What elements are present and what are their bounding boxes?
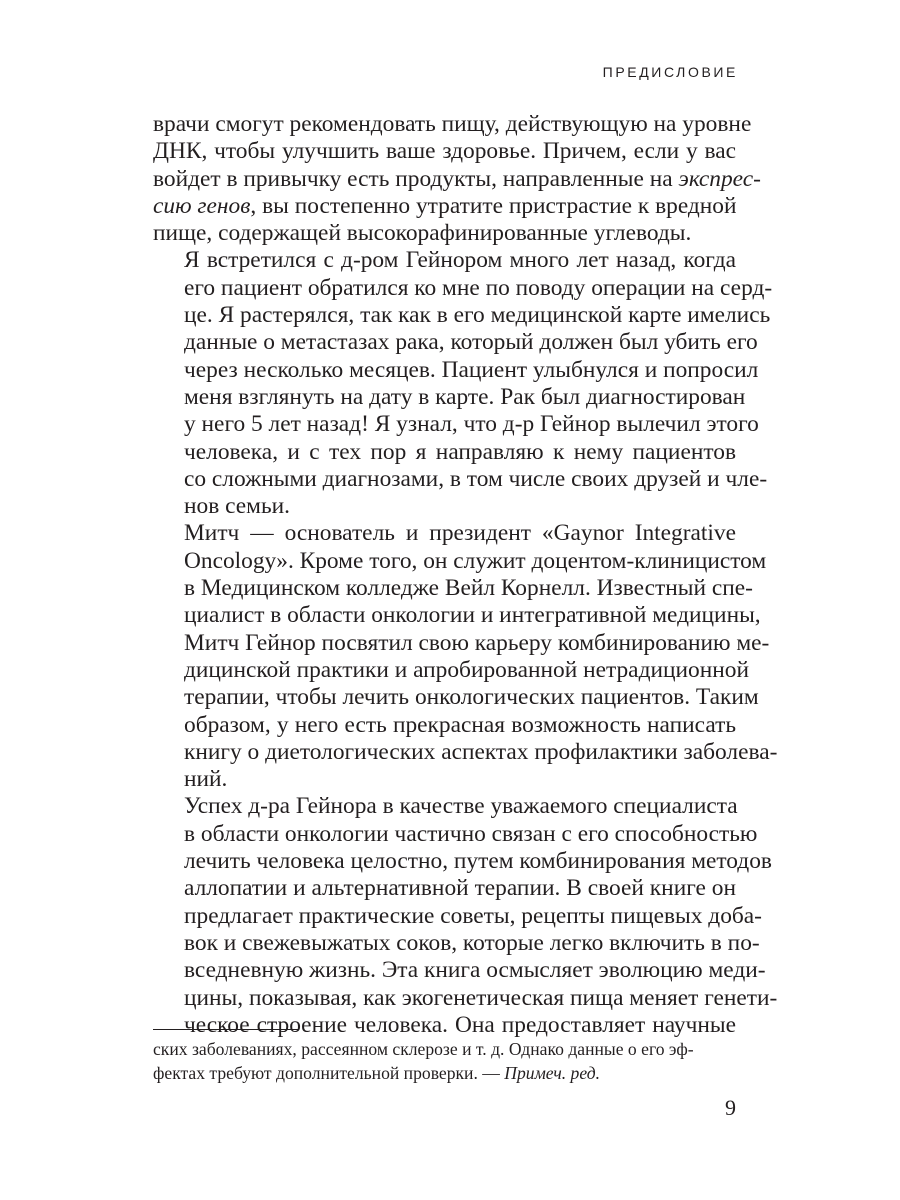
text-line: лечить человека целостно, путем комбинирования методов [184,848,772,875]
text-line: человека, и с тех пор я направляю к нему пациентов [184,438,736,465]
text-line: в области онкологии частично связан с его способностью [184,820,758,847]
footnote [153,1037,736,1085]
paragraph [153,793,778,1039]
text-line: со сложными диагнозами, в том числе своих друзей и чле- [184,465,768,492]
text-line: образом, у него есть прекрасная возможность написать [184,711,736,738]
text-line: нов семьи. [184,493,290,520]
text-line: через несколько месяцев. Пациент улыбнулся и попросил [184,356,759,383]
text-line: у него 5 лет назад! Я узнал, что д-р Гейнор вылечил этого [184,411,759,438]
text-line: ческое строение человека. Она предоставляет научные [184,1011,736,1038]
text-line: цины, показывая, как экогенетическая пища меняет генети- [184,984,778,1011]
page-number: 9 [725,1095,736,1120]
editor-note: Примеч. ред. [504,1063,601,1083]
text-line: ний. [184,766,228,793]
text-line: Oncology». Кроме того, он служит доцентом-клиницистом [184,547,767,574]
text-line: пище, содержащей высокорафинированные углеводы. [153,220,692,247]
text-line [153,193,736,220]
text-line: Я встретился с д-ром Гейнором много лет назад, когда [184,247,736,274]
italic-term: экспрес- [678,165,761,192]
italic-term: сию генов [153,192,251,219]
running-head: ПРЕДИСЛОВИЕ [602,64,738,80]
text-fragment: войдет в привычку есть продукты, направленные на [153,165,673,192]
footnote-text: фектах требуют дополнительной проверки. — [153,1063,505,1083]
text-line: врачи смогут рекомендовать пищу, действующую на уровне [153,111,752,137]
text-line: вок и свежевыжатых соков, которые легко включить в по- [184,929,760,956]
text-line: ДНК, чтобы улучшить ваше здоровье. Причем, если у вас [153,138,736,165]
paragraph [153,247,773,520]
text-line: Успех д-ра Гейнора в качестве уважаемого специалиста [184,793,738,820]
footnote-line: ских заболеваниях, рассеянном склерозе и т. д. Однако данные о его эф- [153,1039,694,1059]
text-line: Митч — основатель и президент «Gaynor Integrative [184,520,736,547]
footnote-line [153,1061,736,1085]
text-line: его пациент обратился ко мне по поводу операции на серд- [184,274,773,301]
text-line [153,165,761,193]
footnote-divider [153,1029,298,1030]
text-line: Митч Гейнор посвятил свою карьеру комбинированию ме- [184,629,770,656]
body-text [153,111,778,1039]
text-line: аллопатии и альтернативной терапии. В своей книге он [184,875,736,902]
text-line: предлагает практические советы, рецепты пищевых доба- [184,902,762,929]
text-fragment: , вы постепенно утратите пристрастие к вредной [250,192,737,219]
paragraph [153,111,761,247]
text-line: меня взглянуть на дату в карте. Рак был диагностирован [184,383,746,410]
text-line: терапии, чтобы лечить онкологических пациентов. Таким [184,684,759,711]
text-line: данные о метастазах рака, который должен был убить его [184,329,758,356]
paragraph [153,520,778,793]
text-line: дицинской практики и апробированной нетрадиционной [184,656,749,683]
text-line: це. Я растерялся, так как в его медицинской карте имелись [184,302,771,329]
text-line: книгу о диетологических аспектах профилактики заболева- [184,738,778,765]
text-line: в Медицинском колледже Вейл Корнелл. Известный спе- [184,575,753,602]
text-line: вседневную жизнь. Эта книга осмысляет эволюцию меди- [184,957,766,984]
text-line: циалист в области онкологии и интегративной медицины, [184,602,761,629]
